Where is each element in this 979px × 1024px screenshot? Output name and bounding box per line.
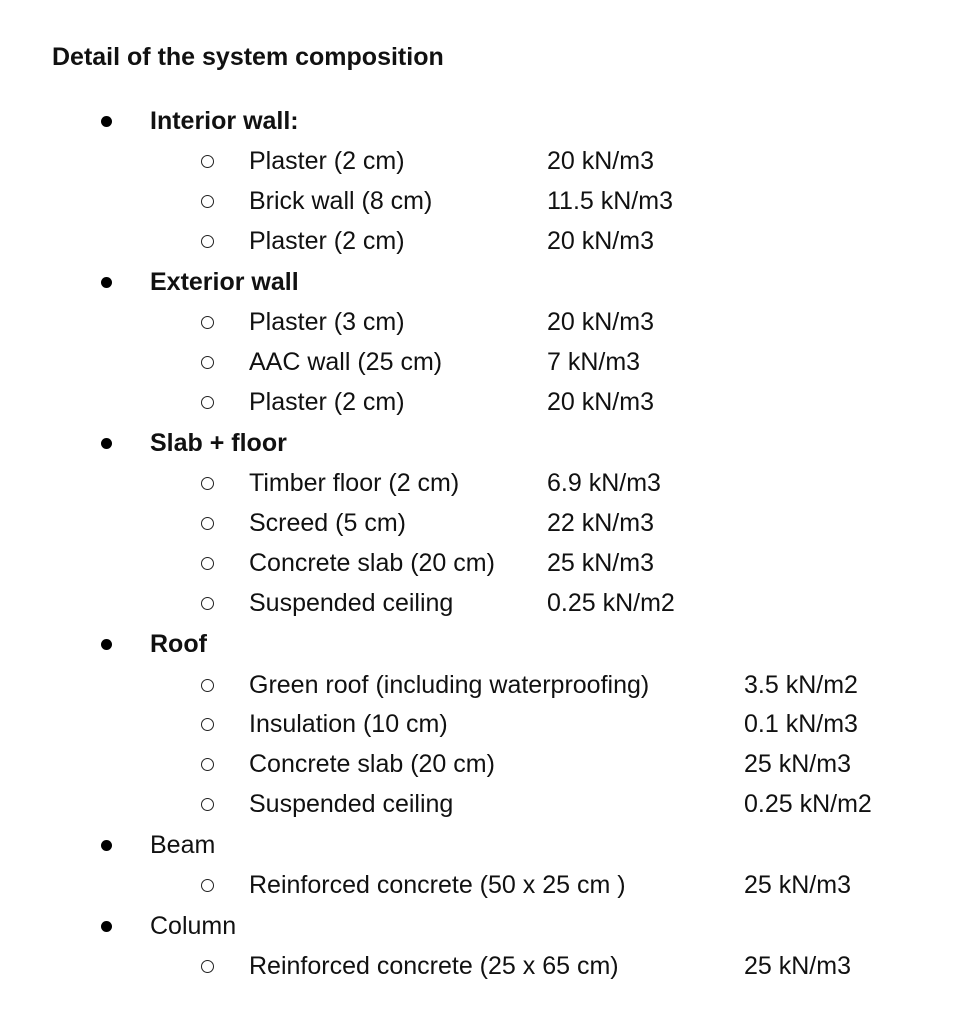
item-value: 20 kN/m3	[547, 147, 654, 175]
bullet-icon	[101, 639, 112, 650]
section-label: Slab + floor	[150, 429, 287, 457]
item-label: Concrete slab (20 cm)	[249, 549, 495, 577]
item-value: 6.9 kN/m3	[547, 469, 661, 497]
item-label: Reinforced concrete (25 x 65 cm)	[249, 952, 619, 980]
item-value: 22 kN/m3	[547, 509, 654, 537]
item-value: 20 kN/m3	[547, 227, 654, 255]
item-value: 25 kN/m3	[744, 952, 851, 980]
item-label: Reinforced concrete (50 x 25 cm )	[249, 871, 626, 899]
circle-bullet-icon	[201, 356, 214, 369]
item-value: 25 kN/m3	[744, 750, 851, 778]
circle-bullet-icon	[201, 155, 214, 168]
item-value: 0.25 kN/m2	[547, 589, 675, 617]
item-value: 3.5 kN/m2	[744, 671, 858, 699]
item-label: Concrete slab (20 cm)	[249, 750, 495, 778]
circle-bullet-icon	[201, 758, 214, 771]
item-value: 25 kN/m3	[547, 549, 654, 577]
item-label: AAC wall (25 cm)	[249, 348, 443, 376]
item-label: Timber floor (2 cm)	[249, 469, 460, 497]
circle-bullet-icon	[201, 396, 214, 409]
section-label: Beam	[150, 831, 216, 859]
circle-bullet-icon	[201, 517, 214, 530]
bullet-icon	[101, 116, 112, 127]
circle-bullet-icon	[201, 879, 214, 892]
item-label: Insulation (10 cm)	[249, 710, 448, 738]
circle-bullet-icon	[201, 679, 214, 692]
item-value: 7 kN/m3	[547, 348, 641, 376]
page-title: Detail of the system composition	[52, 43, 444, 71]
circle-bullet-icon	[201, 960, 214, 973]
item-label: Plaster (2 cm)	[249, 147, 405, 175]
bullet-icon	[101, 438, 112, 449]
bullet-icon	[101, 840, 112, 851]
section-label: Column	[150, 912, 237, 940]
bullet-icon	[101, 277, 112, 288]
circle-bullet-icon	[201, 195, 214, 208]
item-label: Green roof (including waterproofing)	[249, 671, 650, 699]
item-label: Plaster (2 cm)	[249, 388, 405, 416]
item-value: 20 kN/m3	[547, 308, 654, 336]
circle-bullet-icon	[201, 235, 214, 248]
circle-bullet-icon	[201, 718, 214, 731]
item-label: Suspended ceiling	[249, 790, 454, 818]
item-label: Plaster (2 cm)	[249, 227, 405, 255]
item-value: 25 kN/m3	[744, 871, 851, 899]
item-label: Screed (5 cm)	[249, 509, 406, 537]
item-value: 20 kN/m3	[547, 388, 654, 416]
section-label: Roof	[150, 630, 207, 658]
section-label: Interior wall:	[150, 107, 299, 135]
circle-bullet-icon	[201, 316, 214, 329]
circle-bullet-icon	[201, 798, 214, 811]
item-label: Plaster (3 cm)	[249, 308, 405, 336]
section-label: Exterior wall	[150, 268, 299, 296]
item-label: Suspended ceiling	[249, 589, 454, 617]
item-value: 0.1 kN/m3	[744, 710, 858, 738]
bullet-icon	[101, 921, 112, 932]
circle-bullet-icon	[201, 477, 214, 490]
item-label: Brick wall (8 cm)	[249, 187, 433, 215]
item-value: 0.25 kN/m2	[744, 790, 872, 818]
item-value: 11.5 kN/m3	[547, 187, 673, 215]
circle-bullet-icon	[201, 597, 214, 610]
circle-bullet-icon	[201, 557, 214, 570]
